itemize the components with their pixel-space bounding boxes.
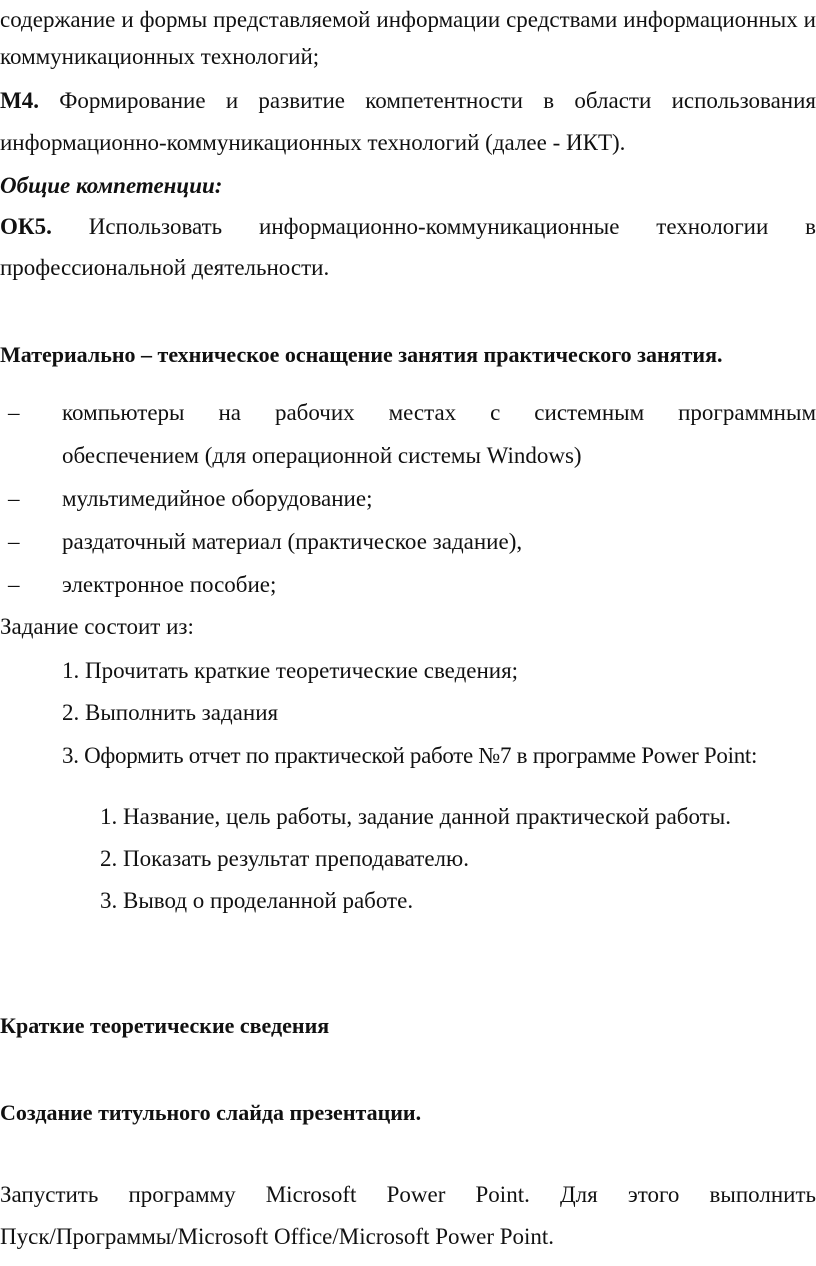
m4-line-1-text: Формирование и развитие компетентности в области использования [59,88,816,113]
ok5-line-1 [0,206,816,248]
task-step: 3. Оформить отчет по практической работе №7 в программе Power Point: [62,743,758,768]
ok5-line-2: профессиональной деятельности. [0,255,330,280]
report-step: 3. Вывод о проделанной работе. [100,888,414,913]
equipment-item-line-2: обеспечением (для операционной системы Windows) [62,443,582,468]
ok5-code: ОК5. [0,214,52,239]
launch-line-1: Запустить программу Microsoft Power Point. Для этого выполнить [0,1182,816,1207]
intro-line-1: содержание и формы представляемой информации средствами информационных и [0,7,816,32]
m4-line-2: информационно-коммуникационных технологий (далее - ИКТ). [0,130,626,155]
report-step: 1. Название, цель работы, задание данной практической работы. [100,804,731,829]
equipment-item-line-1: электронное пособие; [62,572,277,597]
launch-line-2: Пуск/Программы/Microsoft Office/Microsoft Power Point. [0,1224,555,1249]
bullet-dash: – [8,486,20,511]
report-step: 2. Показать результат преподавателю. [100,846,469,871]
ok5-line-1-text: Использовать информационно-коммуникационные технологии в [88,214,816,239]
m4-line-1 [0,80,816,122]
bullet-dash: – [8,529,20,554]
m4-code: М4. [0,88,39,113]
intro-line-2: коммуникационных технологий; [0,44,320,69]
equipment-item-line-1: раздаточный материал (практическое задание), [62,529,523,554]
title-slide-heading: Создание титульного слайда презентации. [0,1100,422,1125]
theory-heading: Краткие теоретические сведения [0,1013,330,1038]
general-competencies-heading: Общие компетенции: [0,173,223,198]
task-step: 1. Прочитать краткие теоретические сведения; [62,658,519,683]
task-heading: Задание состоит из: [0,614,194,639]
equipment-heading: Материально – техническое оснащение занятия практического занятия. [0,342,723,367]
bullet-dash: – [8,572,20,597]
task-step: 2. Выполнить задания [62,700,279,725]
equipment-item-line-1: компьютеры на рабочих местах с системным программным [62,400,816,425]
equipment-item-line-1: мультимедийное оборудование; [62,486,373,511]
bullet-dash: – [8,400,20,425]
